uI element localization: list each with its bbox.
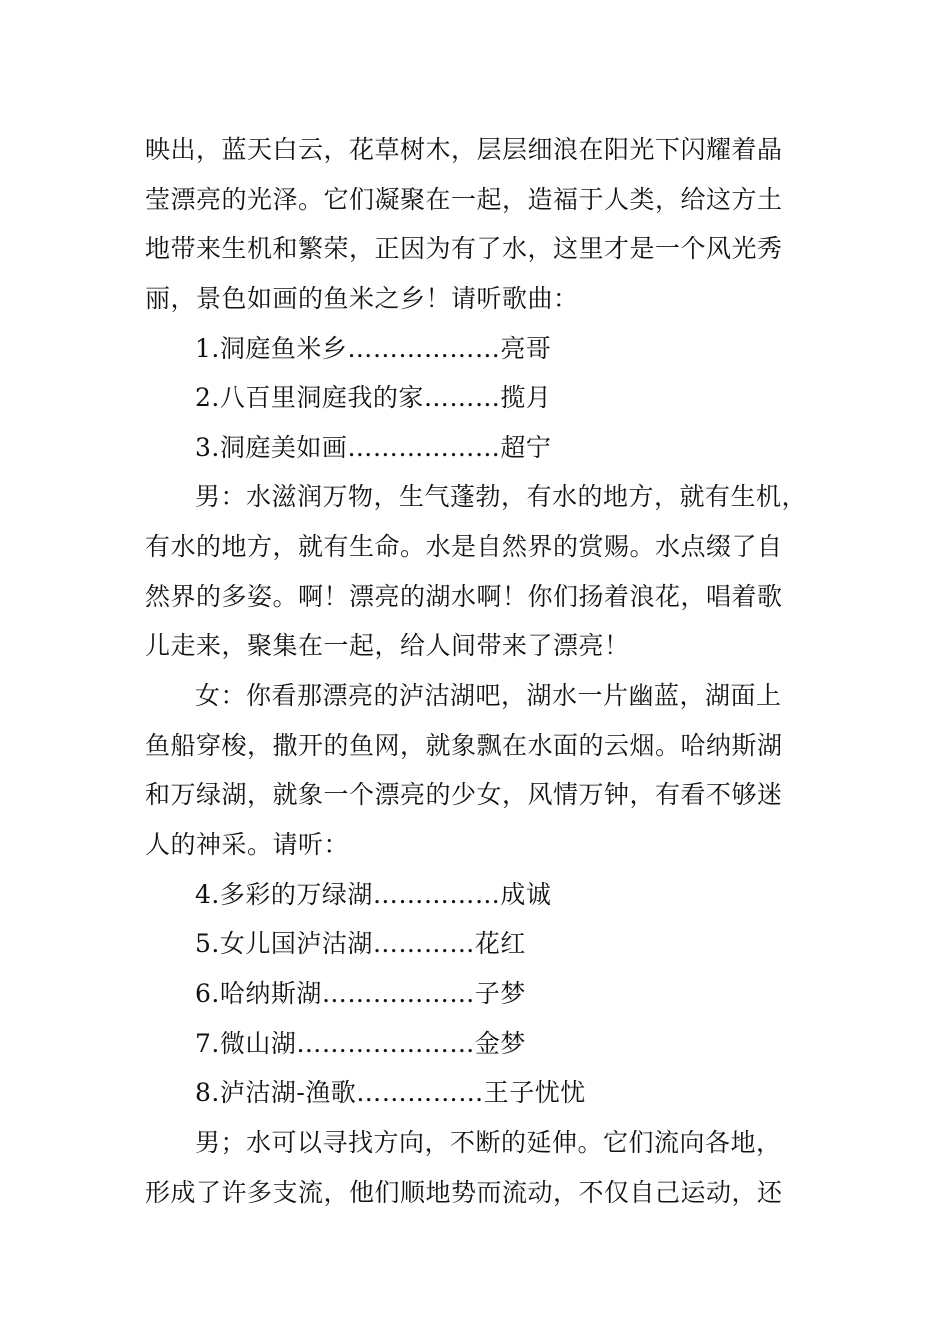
paragraph-line: 人的神采。请听： — [145, 830, 350, 859]
song-list-item: 8.泸沽湖-渔歌……………王子忧忧 — [195, 1078, 586, 1107]
paragraph-line: 形成了许多支流，他们顺地势而流动，不仅自己运动，还 — [145, 1178, 783, 1207]
paragraph-line: 男；水可以寻找方向，不断的延伸。它们流向各地， — [195, 1128, 782, 1157]
paragraph-line: 鱼船穿梭，撒开的鱼网，就象飘在水面的云烟。哈纳斯湖 — [145, 731, 783, 760]
paragraph-line: 儿走来，聚集在一起，给人间带来了漂亮！ — [145, 631, 630, 660]
song-list-item: 2.八百里洞庭我的家………揽月 — [195, 383, 552, 412]
song-list-item: 1.洞庭鱼米乡………………亮哥 — [195, 334, 552, 363]
song-list-item: 7.微山湖…………………金梦 — [195, 1029, 526, 1058]
paragraph-line: 莹漂亮的光泽。它们凝聚在一起，造福于人类，给这方土 — [145, 185, 783, 214]
paragraph-line: 女：你看那漂亮的泸沽湖吧，湖水一片幽蓝，湖面上 — [195, 681, 782, 710]
paragraph-line: 和万绿湖，就象一个漂亮的少女，风情万钟，有看不够迷 — [145, 780, 783, 809]
paragraph-line: 映出，蓝天白云，花草树木，层层细浪在阳光下闪耀着晶 — [145, 135, 783, 164]
paragraph-line: 然界的多姿。啊！漂亮的湖水啊！你们扬着浪花，唱着歌 — [145, 582, 783, 611]
paragraph-line: 丽，景色如画的鱼米之乡！请听歌曲： — [145, 284, 579, 313]
paragraph-line: 男：水滋润万物，生气蓬勃，有水的地方，就有生机， — [195, 482, 808, 511]
song-list-item: 3.洞庭美如画………………超宁 — [195, 433, 552, 462]
song-list-item: 4.多彩的万绿湖……………成诚 — [195, 880, 552, 909]
paragraph-line: 地带来生机和繁荣，正因为有了水，这里才是一个风光秀 — [145, 234, 783, 263]
song-list-item: 5.女儿国泸沽湖…………花红 — [195, 929, 526, 958]
song-list-item: 6.哈纳斯湖………………子梦 — [195, 979, 526, 1008]
paragraph-line: 有水的地方，就有生命。水是自然界的赏赐。水点缀了自 — [145, 532, 783, 561]
